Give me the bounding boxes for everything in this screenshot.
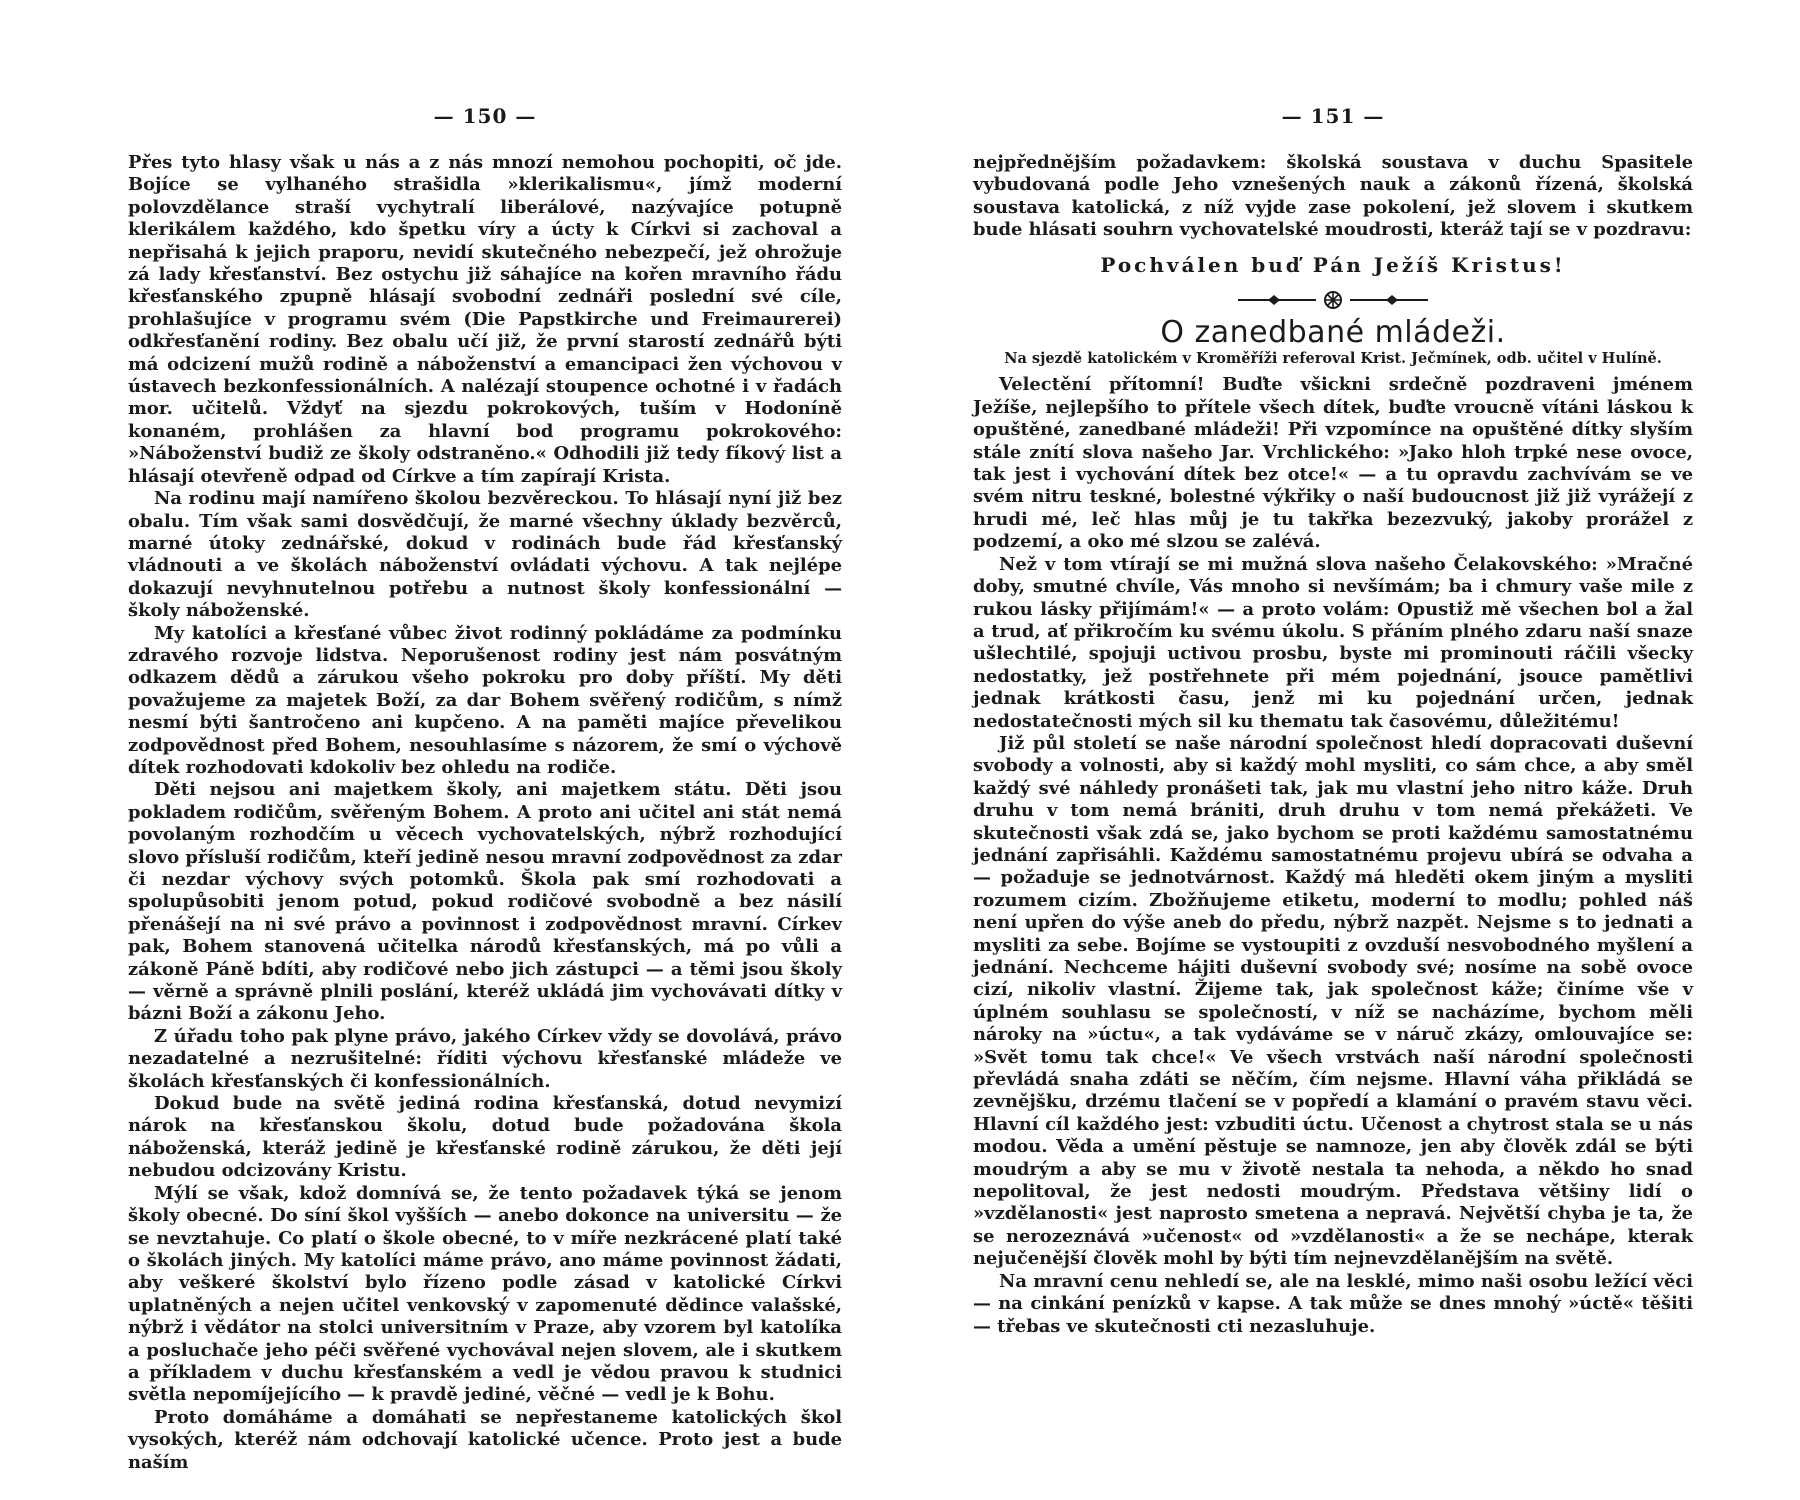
- paragraph: Mýlí se však, kdož domnívá se, že tento požadavek týká se jenom školy obecné. Do síní škol vyšších — anebo dokonce na universitu — že se nevztahuje. Co platí o škole obecné, to v míře nezkrácené platí také o školách jiných. My katolíci máme právo, ano máme povinnost žádati, aby veškeré školství bylo řízeno podle zásad v katolické Církvi uplatněných a nejen učitel venkovský v zapomenuté dědince valašské, nýbrž i vědátor na stolci universitním v Praze, aby vzorem byl katolíka a posluchače jeho péči svěřené vychovával nejen slovem, ale i skutkem a příkladem v duchu křesťanském a vedl je vědou pravou k studnici světla nepomíjejícího — k pravdě jediné, věčné — vedl je k Bohu.: [128, 1182, 842, 1406]
- paragraph: Děti nejsou ani majetkem školy, ani majetkem státu. Děti jsou pokladem rodičům, svěřeným Bohem. A proto ani učitel ani stát nemá povolaným rozhodčím u věcech vychovatelských, nýbrž rozhodující slovo přísluší rodičům, kteří jedině nesou mravní zodpovědnost za zdar či nezdar výchovy svých potomků. Škola pak smí rozhodovati a spolupůsobiti jenom potud, pokud rodičové svobodně a bez násilí přenášejí na ni své právo a povinnost i zodpovědnost mravní. Církev pak, Bohem stanovená učitelka národů křesťanských, má po vůli a zákoně Páně bdíti, aby rodičové nebo jich zástupci — a těmi jsou školy — věrně a správně plnili poslání, kteréž ukládá jim vychovávati dítky v bázni Boží a zákonu Jeho.: [128, 779, 842, 1025]
- ornament-icon: [1238, 290, 1428, 310]
- paragraph: Než v tom vtírají se mi mužná slova našeho Čelakovského: »Mračné doby, smutné chvíle, Vás mnoho si nevšímám; ba i chmury vaše mile z rukou lásky přijímám!« — a proto volám: Opustiž mě všechen bol a žal a trud, ať přikročím ku svému úkolu. S přáním plného zdaru naší snaze ušlechtilé, spojuji uctivou prosbu, byste mi prominouti ráčili všecky nedostatky, jež postřehnete při mém pojednání, jsouce pamětlivi jednak krátkosti času, jenž mi ku pojednání určen, jednak nedostatečnosti mých sil ku thematu tak časovému, důležitému!: [973, 553, 1693, 732]
- paragraph: Na rodinu mají namířeno školou bezvěreckou. To hlásají nyní již bez obalu. Tím však sami dosvědčují, že marné všechny úklady bezvěrců, marné útoky zednářské, dokud v rodinách bude řád křesťanský vládnouti a ve školách náboženství ovládati výchovu. A tak nejlépe dokazují nevyhnutelnou potřebu a nutnost školy konfessionální — školy náboženské.: [128, 488, 842, 622]
- ornament-divider: [973, 286, 1693, 314]
- page-body: [128, 152, 842, 1474]
- paragraph: Velectění přítomní! Buďte všickni srdečně pozdraveni jménem Ježíše, nejlepšího to přítele všech dítek, buďte vroucně vítáni láskou k opuštěné, zanedbané mládeži! Při vzpomínce na opuštěné dítky slyším stále znítí slova našeho Jar. Vrchlického: »Jako hloh trpké nese ovoce, tak jest i vychování dítek bez otce!« — a tu opravdu zachvívám se ve svém nitru teskné, bolestné výkřiky o naší budoucnost již již vyrážejí z hrudi mé, leč hlas můj je tu takřka bezezvuký, jakoby prorážel z podzemí, a oko mé slzou se zalévá.: [973, 374, 1693, 553]
- page-number: — 150 —: [433, 104, 537, 128]
- article-subtitle: Na sjezdě katolickém v Kroměříži referoval Krist. Ječmínek, odb. učitel v Hulíně.: [1004, 350, 1662, 368]
- paragraph: Již půl století se naše národní společnost hledí dopracovati duševní svobody a volnosti, aby si každý mohl mysliti, co sám chce, a aby směl každý své náhledy pronášeti tak, jak mu vlastní jeho nitro káže. Druh druhu v tom nemá brániti, druh druhu v tom nemá překážeti. Ve skutečnosti však zdá se, jako bychom se proti každému samostatnému jednání zapřisáhli. Každému samostatnému projevu ubírá se odvaha a — požaduje se jednotvárnost. Každý má hleděti okem jiným a mysliti rozumem cizím. Zbožňujeme etiketu, moderní to modlu; pohled náš není upřen do výše aneb do předu, nýbrž nazpět. Nejsme s to jednati a mysliti za sebe. Bojíme se vystoupiti z ovzduší nesvobodného myšlení a jednání. Nechceme hájiti duševní svobody své; nosíme na sobě ovoce cizí, nikoliv vlastní. Žijeme tak, jak společnost káže; činíme vše v úplném souhlasu se společností, v níž se nacházíme, bychom měli nároky na »úctu«, a tak vydáváme se v náruč zkázy, omlouvajíce se: »Svět tomu tak chce!« Ve všech vrstvách naší národní společnosti převládá snaha zdáti se něčím, čím nejsme. Hlavní váha přikládá se zevnějšku, drzému tlačení se v popředí a klamání o pravém stavu věci. Hlavní cíl každého jest: vzbuditi úctu. Učenost a chytrost stala se u nás modou. Věda a umění pěstuje se namnoze, jen aby člověk zdál se býti moudrým a aby se mu v životě nestala ta nehoda, a někdo ho snad nepolitoval, že jest nedosti moudrým. Představa většiny lidí o »vzdělanosti« jest naprosto smetena a nepravá. Největší chyba je ta, že se nerozeznává »učenost« od »vzdělanosti« a že se nechápe, kterak nejučenější člověk mohl by býti tím nejnevzdělanějším na světě.: [973, 732, 1693, 1270]
- greeting-line: Pochválen buď Pán Ježíš Kristus!: [1100, 252, 1566, 277]
- paragraph: Dokud bude na světě jediná rodina křesťanská, dotud nevymizí nárok na křesťanskou školu, dotud bude požadována škola náboženská, kteráž jedině je křesťanské rodině zárukou, že děti její nebudou odcizovány Kristu.: [128, 1093, 842, 1182]
- article-title: O zanedbané mládeži.: [1160, 315, 1506, 351]
- paragraph: Přes tyto hlasy však u nás a z nás mnozí nemohou pochopiti, oč jde. Bojíce se vylhaného strašidla »klerikalismu«, jímž moderní polovzdělance straší vychytralí liberálové, nazývajíce potupně klerikálem každého, kdo špetku víry a úcty k Církvi si zachoval a nepřisahá k jejich praporu, nevidí skutečného nebezpečí, jež ohrožuje zá lady křesťanství. Bez ostychu již sáhajíce na kořen mravního řádu křesťanského zpupně hlásají svobodní zednáři poslední své cíle, prohlašujíce v programu svém (Die Papstkirche und Freimaurerei) odkřesťanění rodiny. Bez obalu učí již, že první starostí zednářů býti má odcizení mužů rodině a náboženství a emancipaci žen výchovou v ústavech bezkonfessionálních. A nalézají stoupence ochotné i v řadách mor. učitelů. Vždyť na sjezdu pokrokových, tuším v Hodoníně konaném, prohlášen za hlavní bod programu pokrokového: »Náboženství budiž ze školy odstraněno.« Odhodili již tedy fíkový list a hlásají otevřeně odpad od Církve a tím zapírají Krista.: [128, 152, 842, 487]
- paragraph: Proto domáháme a domáhati se nepřestaneme katolických škol vysokých, kteréž nám odchovají katolické učence. Proto jest a bude naším: [128, 1406, 842, 1473]
- paragraph: nejpřednějším požadavkem: školská soustava v duchu Spasitele vybudovaná podle Jeho vznešených nauk a zákonů řízená, školská soustava katolická, z níž vyjde zase pokolení, jež slovem i skutkem bude hlásati souhrn vychovatelské moudrosti, kteráž tají se v pozdravu:: [973, 152, 1693, 241]
- paragraph: Na mravní cenu nehledí se, ale na lesklé, mimo naši osobu ležící věci — na cinkání penízků v kapse. A tak může se dnes mnohý »úctě« těšiti — třebas ve skutečnosti cti nezasluhuje.: [973, 1270, 1693, 1337]
- paragraph: My katolíci a křesťané vůbec život rodinný pokládáme za podmínku zdravého rozvoje lidstva. Neporušenost rodiny jest nám posvátným odkazem dědů a zárukou všeho pokroku pro doby příští. My děti považujeme za majetek Boží, za dar Bohem svěřený rodičům, s nímž nesmí býti šantročeno ani kupčeno. A na paměti majíce převelikou zodpovědnost před Bohem, nesouhlasíme s názorem, že smí o výchově dítek rozhodovati kdokoliv bez ohledu na rodiče.: [128, 622, 842, 778]
- page-number: — 151 —: [1281, 104, 1385, 128]
- page-body: [973, 152, 1693, 1338]
- paragraph: Z úřadu toho pak plyne právo, jakého Církev vždy se dovolává, právo nezadatelné a nezrušitelné: říditi výchovu křesťanské mládeže ve školách křesťanských či konfessionálních.: [128, 1025, 842, 1092]
